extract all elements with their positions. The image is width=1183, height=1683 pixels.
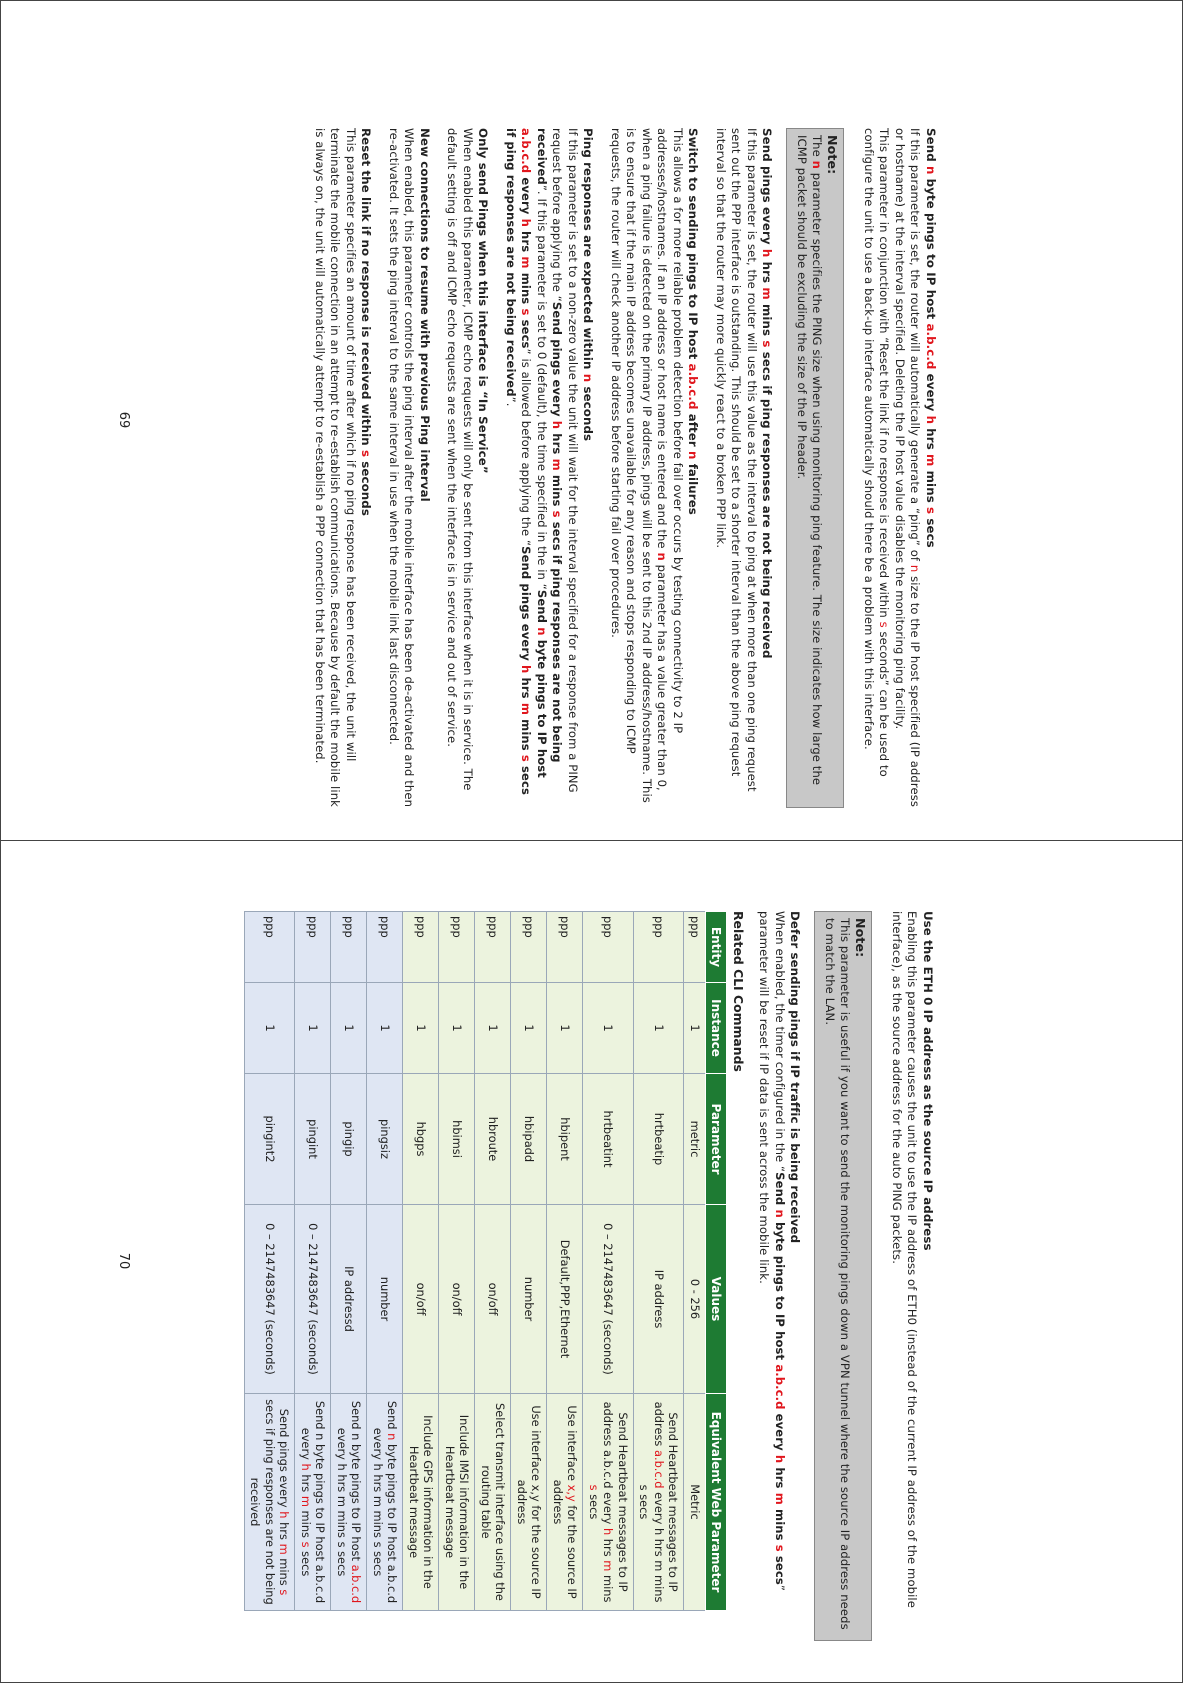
cell-parameter: hrtbeatip: [634, 1074, 685, 1205]
cell-entity: ppp: [583, 912, 634, 983]
page-70: [0, 841, 1183, 1683]
table-row: [367, 912, 403, 1611]
cell-values: Default,PPP,Ethernet: [547, 1205, 583, 1394]
cell-web: Include IMSI information in the Heartbeat message: [439, 1394, 475, 1611]
cli-commands-title: Related CLI Commands: [731, 911, 746, 1072]
cell-values: 0 - 256: [684, 1205, 706, 1394]
cli-commands-table: [244, 911, 727, 1611]
cell-values: 0 – 2147483647 (seconds): [245, 1205, 296, 1394]
cell-web: Send Heartbeat messages to IP address a.b.c.d every h hrs m mins s secs: [583, 1394, 634, 1611]
cell-entity: ppp: [245, 912, 296, 983]
cell-instance: 1: [403, 983, 439, 1074]
heading-ping-responses: Ping responses are expected within n seconds: [581, 128, 596, 442]
cell-web: Use interface x,y for the source IP address: [547, 1394, 583, 1611]
cell-web: Send n byte pings to IP host a.b.c.d every h hrs m mins s secs: [295, 1394, 331, 1611]
paragraph: This allows a for more reliable problem detection before fail over occurs by testing connectivity to 2 IP addresses/hostnames. If an IP address or host name is entered and the n parameter has a value greater than 0, when a ping failure is detected on the primary IP address, pings will be sent to this 2nd IP address/hostname. This is to ensure that if the main IP address becomes unavailable for any reason and stops responding to ICMP requests, the router will check another IP address before starting fail over procedures.: [609, 128, 685, 803]
table-row: [245, 912, 296, 1611]
section-reset-link: [312, 128, 374, 808]
cell-instance: 1: [547, 983, 583, 1074]
note-text: This parameter is useful if you want to send the monitoring pings down a VPN tunnel where the source IP address needs to match the LAN.: [823, 918, 853, 1630]
cell-entity: ppp: [403, 912, 439, 983]
section-send-pings: [861, 128, 939, 808]
cell-values: IP addressd: [331, 1205, 367, 1394]
heading-defer-pings: Defer sending pings if IP traffic is being received: [788, 911, 803, 1244]
cell-values: on/off: [403, 1205, 439, 1394]
cell-web: Send pings every h hrs m mins s secs if ping responses are not being received: [245, 1394, 296, 1611]
cell-entity: ppp: [684, 912, 706, 983]
heading-send-pings-every: Send pings every h hrs m mins s secs if ping responses are not being received: [760, 128, 775, 659]
note-box: [815, 911, 873, 1641]
cell-instance: 1: [295, 983, 331, 1074]
table-header-row: [706, 912, 727, 1611]
table-row: [439, 912, 475, 1611]
cell-entity: ppp: [547, 912, 583, 983]
table-row: [634, 912, 685, 1611]
table-row: [475, 912, 511, 1611]
cell-values: 0 – 2147483647 (seconds): [583, 1205, 634, 1394]
section-new-connections: [386, 128, 433, 808]
heading-send-n-byte-pings: Send n byte pings to IP host a.b.c.d every h hrs m mins s secs: [924, 128, 938, 548]
section-switch-pings: [608, 128, 701, 808]
cell-parameter: pingsiz: [367, 1074, 403, 1205]
cell-values: number: [511, 1205, 547, 1394]
cell-instance: 1: [634, 983, 685, 1074]
cell-parameter: pingint: [295, 1074, 331, 1205]
table-row: [684, 912, 706, 1611]
paragraph: If this parameter is set, the router will use this value as the interval to ping at when more than one ping request sent out the PPP interface is outstanding. This should be set to a shorter interval than the above ping request interval so that the router may more quickly react to a broken PPP link.: [714, 128, 759, 792]
cell-instance: 1: [367, 983, 403, 1074]
section-send-pings-every: [713, 128, 775, 808]
header-parameter: Parameter: [706, 1074, 727, 1205]
cell-parameter: hbipadd: [511, 1074, 547, 1205]
page-69-content: [312, 128, 939, 808]
cell-entity: ppp: [511, 912, 547, 983]
cell-parameter: pingip: [331, 1074, 367, 1205]
paragraph: If this parameter is set, the router will automatically generate a “ping” of n size to the IP host specified (IP address or hostname) at the interval specified. Deleting the IP host value disables the monitoring ping facility.: [893, 128, 923, 807]
cell-entity: ppp: [367, 912, 403, 983]
cell-web: Include GPS information in the Heartbeat message: [403, 1394, 439, 1611]
note-title: Note:: [825, 135, 841, 175]
cell-entity: ppp: [295, 912, 331, 983]
cell-parameter: hbgps: [403, 1074, 439, 1205]
cell-entity: ppp: [475, 912, 511, 983]
cell-entity: ppp: [331, 912, 367, 983]
table-row: [331, 912, 367, 1611]
cell-instance: 1: [684, 983, 706, 1074]
paragraph: When enabled this parameter, ICMP echo requests will only be sent from this interface when it is in service. The default setting is off and ICMP echo requests are sent when the interface is in service and out of service.: [445, 128, 475, 791]
header-web-parameter: Equivalent Web Parameter: [706, 1394, 727, 1611]
header-values: Values: [706, 1205, 727, 1394]
page-number: 69: [116, 411, 131, 429]
cell-values: number: [367, 1205, 403, 1394]
section-eth0-source: [889, 911, 936, 1641]
paragraph: This parameter in conjunction with “Reset the link if no response is received within s seconds” can be used to configure the unit to use a back-up interface automatically should there be a problem with this interface.: [862, 128, 892, 777]
cell-instance: 1: [583, 983, 634, 1074]
paragraph: If this parameter is set to a non-zero value the unit will wait for the interval specified for a response from a PING request before applying the “Send pings every h hrs m mins s secs if ping responses are not being received”. If this parameter is set to 0 (default), the time specified in the in “Send n byte pings to IP host a.b.c.d every h hrs m mins s secs” is allowed before applying the “Send pings every h hrs m mins s secs if ping responses are not being received”.: [504, 128, 580, 795]
table-row: [547, 912, 583, 1611]
paragraph: This parameter specifies an amount of time after which if no ping response has been received, the unit will terminate the mobile connection in an attempt to re-establish communications. Because by default the mobile link is always on, the unit will automatically attempt to re-establish a PPP connection that has been terminated.: [313, 128, 358, 807]
note-text: The n parameter specifies the PING size when using monitoring ping feature. The size indicates how large the ICMP packet should be excluding the size of the IP header.: [795, 135, 825, 786]
cell-instance: 1: [511, 983, 547, 1074]
heading-only-send-in-service: Only send Pings when this interface is “In Service”: [476, 128, 491, 474]
cell-instance: 1: [439, 983, 475, 1074]
page-70-content: [244, 911, 935, 1641]
paragraph: Enabling this parameter causes the unit to use the IP address of ETH0 (instead of the current IP address of the mobile interface), as the source address for the auto PING packets.: [890, 911, 920, 1608]
cell-parameter: metric: [684, 1074, 706, 1205]
cell-parameter: hbimsi: [439, 1074, 475, 1205]
page-69: [0, 0, 1183, 840]
note-box: [787, 128, 845, 808]
header-instance: Instance: [706, 983, 727, 1074]
paragraph: When enabled, the timer configured in the “Send n byte pings to IP host a.b.c.d every h hrs m mins s secs” parameter will be reset if IP data is sent across the mobile link.: [757, 911, 787, 1591]
cell-instance: 1: [331, 983, 367, 1074]
table-row: [583, 912, 634, 1611]
section-only-send-in-service: [444, 128, 491, 808]
paragraph: When enabled, this parameter controls the ping interval after the mobile interface has been de-activated and then re-activated. It sets the ping interval to the same interval in use when the mobile link last disconnected.: [387, 128, 417, 808]
cell-values: on/off: [439, 1205, 475, 1394]
section-ping-responses: [503, 128, 596, 808]
cell-parameter: pingint2: [245, 1074, 296, 1205]
note-title: Note:: [853, 918, 869, 958]
cell-parameter: hrtbeatint: [583, 1074, 634, 1205]
cell-web: Send Heartbeat messages to IP address a.b.c.d every h hrs m mins s secs: [634, 1394, 685, 1611]
table-row: [295, 912, 331, 1611]
cell-parameter: hbipent: [547, 1074, 583, 1205]
cell-web: Metric: [684, 1394, 706, 1611]
cell-values: 0 – 2147483647 (seconds): [295, 1205, 331, 1394]
section-defer-pings: [756, 911, 803, 1641]
cell-values: on/off: [475, 1205, 511, 1394]
table-row: [511, 912, 547, 1611]
cell-web: Send n byte pings to IP host a.b.c.d every h hrs m mins s secs: [331, 1394, 367, 1611]
cell-web: Send n byte pings to IP host a.b.c.d every h hrs m mins s secs: [367, 1394, 403, 1611]
heading-switch-pings: Switch to sending pings to IP host a.b.c.d after n failures: [686, 128, 701, 515]
heading-new-connections: New connections to resume with previous Ping interval: [418, 128, 432, 502]
cell-web: Select transmit interface using the routing table: [475, 1394, 511, 1611]
cell-instance: 1: [475, 983, 511, 1074]
cell-entity: ppp: [439, 912, 475, 983]
cell-parameter: hbroute: [475, 1074, 511, 1205]
heading-reset-link: Reset the link if no response is received within s seconds: [359, 128, 374, 516]
table-row: [403, 912, 439, 1611]
cell-values: IP address: [634, 1205, 685, 1394]
header-entity: Entity: [706, 912, 727, 983]
cell-entity: ppp: [634, 912, 685, 983]
page-number: 70: [116, 1252, 131, 1270]
cell-instance: 1: [245, 983, 296, 1074]
cell-web: Use interface x,y for the source IP address: [511, 1394, 547, 1611]
heading-eth0-source: Use the ETH 0 IP address as the source IP address: [921, 911, 935, 1251]
